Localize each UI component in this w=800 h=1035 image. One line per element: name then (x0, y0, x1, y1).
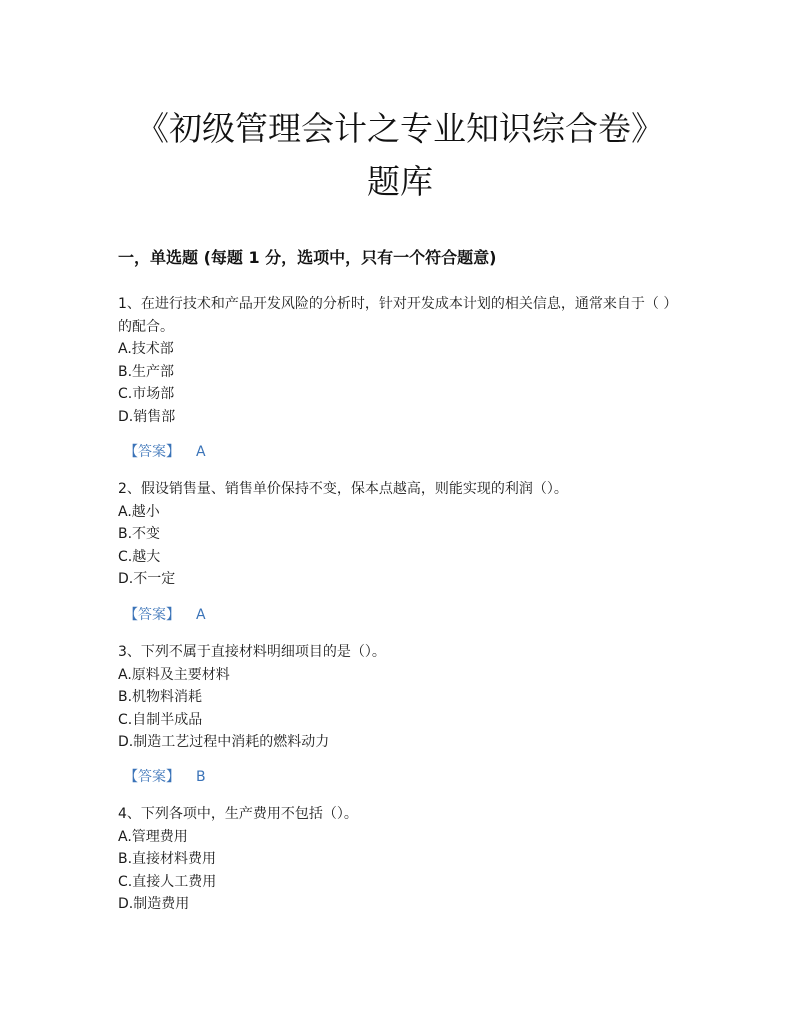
option-c: C.自制半成品 (118, 711, 203, 728)
document-subtitle: 题库 (367, 162, 433, 201)
document-title: 《初级管理会计之专业知识综合卷》 (136, 109, 664, 148)
question-stem: 3、下列不属于直接材料明细项目的是（）。 (118, 644, 386, 660)
answer-label: 【答案】 (124, 607, 180, 623)
answer-label: 【答案】 (124, 769, 180, 785)
option-c: C.市场部 (118, 386, 175, 402)
option-c: C.直接人工费用 (118, 873, 217, 890)
option-a: A.原料及主要材料 (118, 666, 230, 683)
option-b: B.生产部 (118, 363, 175, 380)
option-b: B.机物料消耗 (118, 689, 203, 705)
answer-1 (124, 441, 206, 463)
answer-2 (124, 604, 206, 626)
option-a: A.越小 (118, 503, 160, 520)
question-2 (118, 478, 688, 591)
question-1 (118, 293, 688, 428)
option-d: D.制造工艺过程中消耗的燃料动力 (118, 734, 330, 750)
question-3 (118, 641, 688, 754)
option-b: B.直接材料费用 (118, 851, 217, 867)
option-d: D.销售部 (118, 408, 176, 425)
option-c: C.越大 (118, 548, 161, 565)
section-heading: 一，单选题 (每题 1 分，选项中，只有一个符合题意) (118, 248, 497, 267)
question-stem: 4、下列各项中，生产费用不包括（）。 (118, 806, 358, 822)
option-d: D.不一定 (118, 571, 176, 587)
option-a: A.技术部 (118, 341, 174, 357)
question-stem: 1、在进行技术和产品开发风险的分析时，针对开发成本计划的相关信息，通常来自于（ ）的配合。 (118, 296, 678, 335)
answer-value: A (196, 607, 206, 623)
answer-value: A (196, 444, 206, 460)
answer-3 (124, 766, 206, 788)
option-d: D.制造费用 (118, 896, 190, 912)
answer-value: B (196, 769, 206, 785)
option-b: B.不变 (118, 526, 161, 542)
question-4 (118, 803, 688, 916)
question-stem: 2、假设销售量、销售单价保持不变，保本点越高，则能实现的利润（）。 (118, 481, 568, 497)
answer-label: 【答案】 (124, 444, 180, 460)
option-a: A.管理费用 (118, 828, 188, 845)
